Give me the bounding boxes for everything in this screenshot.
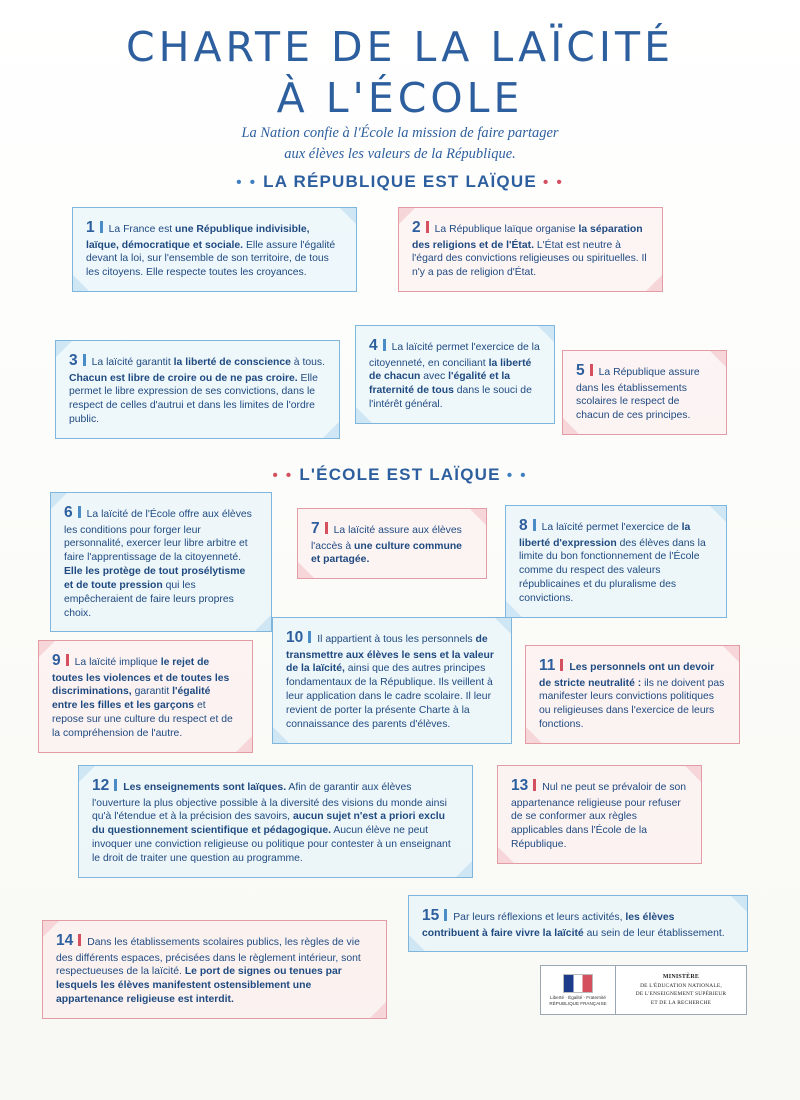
article-number: 6 (64, 504, 73, 521)
fold-corner-icon (563, 418, 579, 434)
accent-bar-icon (533, 779, 536, 791)
fold-corner-icon (56, 341, 72, 357)
fold-corner-icon (43, 921, 59, 937)
title-line-1: CHARTE DE LA LAÏCITÉ (126, 23, 674, 71)
republic-motto: Liberté · Égalité · Fraternité (550, 994, 606, 1000)
article-number: 8 (519, 517, 528, 534)
fold-corner-icon (456, 861, 472, 877)
article-text: La République laïque organise la séparation des religions et de l'État. L'État est neutre à l'égard des convictions religieuses ou spirituelles. Il n'y a pas de religion d'État. (412, 224, 647, 279)
fold-corner-icon (370, 1002, 386, 1018)
article-text: La laïcité implique le rejet de toutes les violences et de toutes les discriminations, garantit l'égalité entre les filles et les garçons et repose sur une culture du respect et de la compréhension de l'autre. (52, 657, 233, 739)
article-text: Nul ne peut se prévaloir de son appartenance religieuse pour refuser de se conformer aux règles applicables dans l'École de la République. (511, 782, 687, 851)
article-text: La laïcité assure aux élèves l'accès à une culture commune et partagée. (311, 525, 462, 566)
fold-corner-icon (273, 727, 289, 743)
republic-name: RÉPUBLIQUE FRANÇAISE (549, 1000, 607, 1006)
fold-corner-icon (646, 275, 662, 291)
fold-corner-icon (79, 766, 95, 782)
fold-corner-icon (526, 727, 542, 743)
article-13 (497, 765, 702, 864)
article-10 (272, 617, 512, 744)
article-number: 3 (69, 352, 78, 369)
section-heading-ecole (0, 465, 800, 485)
fold-corner-icon (731, 896, 747, 912)
fold-corner-icon (255, 615, 271, 631)
fold-corner-icon (51, 493, 67, 509)
article-6 (50, 492, 272, 632)
article-11 (525, 645, 740, 744)
article-number: 13 (511, 777, 529, 794)
article-8 (505, 505, 727, 618)
article-text: La laïcité permet l'exercice de la liberté d'expression des élèves dans la limite du bon fonctionnement de l'École comme du respect des valeurs républicaines et du pluralisme des convictions. (519, 522, 706, 604)
article-12 (78, 765, 473, 878)
dot-ornament-right-2: • • (500, 467, 528, 484)
accent-bar-icon (83, 354, 86, 366)
subtitle-line-2: aux élèves les valeurs de la République. (284, 146, 516, 163)
french-flag-icon (563, 974, 593, 993)
article-4 (355, 325, 555, 424)
article-text: Il appartient à tous les personnels de transmettre aux élèves le sens et la valeur de la laïcité, ainsi que des autres principes fondamentaux de la République. Ils veillent à leur application dans le cadre scolaire. Il leur revient de porter la présente Charte à la connaissance des parents d'élèves. (286, 634, 494, 730)
subtitle (0, 123, 800, 165)
ministry-line-3: DE L'ENSEIGNEMENT SUPÉRIEUR (635, 991, 727, 998)
page-title (0, 22, 800, 125)
ministry-logo (540, 965, 747, 1015)
fold-corner-icon (723, 646, 739, 662)
accent-bar-icon (383, 339, 386, 351)
fold-corner-icon (409, 935, 425, 951)
fold-corner-icon (356, 407, 372, 423)
article-text: Les personnels ont un devoir de stricte neutralité : ils ne doivent pas manifester leurs convictions politiques ou religieuses dans l'exercice de leurs fonctions. (539, 662, 725, 731)
article-14 (42, 920, 387, 1019)
article-number: 1 (86, 219, 95, 236)
article-number: 15 (422, 907, 440, 924)
accent-bar-icon (325, 522, 328, 534)
article-number: 14 (56, 932, 74, 949)
article-text: La laïcité permet l'exercice de la citoyenneté, en conciliant la liberté de chacun avec l'égalité et la fraternité de tous dans le souci de l'intérêt général. (369, 342, 540, 411)
title-line-2: À L'ÉCOLE (276, 74, 524, 123)
article-3 (55, 340, 340, 439)
fold-corner-icon (73, 275, 89, 291)
article-number: 5 (576, 362, 585, 379)
article-text: Les enseignements sont laïques. Afin de garantir aux élèves l'ouverture la plus objective possible à la diversité des visions du monde ainsi qu'à l'étendue et à la précision des savoirs, aucun sujet n'est a priori exclu du questionnement scientifique et pédagogique. Aucun élève ne peut invoquer une conviction religieuse ou politique pour contester à un enseignant le droit de traiter une question au programme. (92, 782, 451, 864)
article-number: 11 (539, 657, 556, 674)
article-15 (408, 895, 748, 952)
accent-bar-icon (78, 506, 81, 518)
fold-corner-icon (39, 641, 55, 657)
article-2 (398, 207, 663, 292)
accent-bar-icon (533, 519, 536, 531)
ministry-name (616, 973, 746, 1006)
section-label-2: L'ÉCOLE EST LAÏQUE (299, 465, 501, 484)
section-heading-republique (0, 172, 800, 192)
article-text: La laïcité garantit la liberté de conscience à tous. Chacun est libre de croire ou de ne pas croire. Elle permet le libre expression de ses convictions, dans le respect de celles d'autrui et dans les limites de l'ordre public. (69, 357, 325, 426)
accent-bar-icon (560, 659, 563, 671)
article-text: Dans les établissements scolaires publics, les règles de vie des différents espaces, précisées dans le règlement intérieur, sont respectueuses de la laïcité. Le port de signes ou tenues par lesquels les élèves manifestent ostensiblement une appartenance religieuse est interdit. (56, 937, 361, 1006)
accent-bar-icon (78, 934, 81, 946)
accent-bar-icon (444, 909, 447, 921)
article-7 (297, 508, 487, 579)
subtitle-line-1: La Nation confie à l'École la mission de faire partager (241, 125, 559, 141)
accent-bar-icon (590, 364, 593, 376)
fold-corner-icon (323, 422, 339, 438)
dot-ornament-right: • • (536, 174, 564, 191)
fold-corner-icon (498, 847, 514, 863)
fold-corner-icon (685, 766, 701, 782)
article-number: 7 (311, 520, 320, 537)
fold-corner-icon (470, 509, 486, 525)
article-number: 9 (52, 652, 61, 669)
fold-corner-icon (340, 208, 356, 224)
fold-corner-icon (495, 618, 511, 634)
ministry-line-1: MINISTÈRE (662, 974, 700, 981)
article-5 (562, 350, 727, 435)
dot-ornament-left: • • (236, 174, 264, 191)
fold-corner-icon (506, 601, 522, 617)
fold-corner-icon (236, 736, 252, 752)
article-text: La France est une République indivisible, laïque, démocratique et sociale. Elle assure l'égalité devant la loi, sur l'ensemble de son territoire, de tous les citoyens. Elle respecte toutes les croyances. (86, 224, 336, 279)
accent-bar-icon (426, 221, 429, 233)
accent-bar-icon (100, 221, 103, 233)
article-text: La République assure dans les établissements scolaires le respect de chacun de ces principes. (576, 367, 700, 422)
article-text: Par leurs réflexions et leurs activités, les élèves contribuent à faire vivre la laïcité au sein de leur établissement. (422, 912, 725, 939)
article-number: 12 (92, 777, 110, 794)
fold-corner-icon (298, 562, 314, 578)
accent-bar-icon (308, 631, 311, 643)
article-1 (72, 207, 357, 292)
republique-francaise-emblem (541, 966, 616, 1014)
fold-corner-icon (399, 208, 415, 224)
dot-ornament-left-2: • • (272, 467, 300, 484)
ministry-line-4: ET DE LA RECHERCHE (650, 999, 712, 1006)
article-text: La laïcité de l'École offre aux élèves les conditions pour forger leur personnalité, exercer leur libre arbitre et faire l'apprentissage de la citoyenneté. Elle les protège de tout prosélytisme et de toute pression qui les empêcheraient de faire leurs propres choix. (64, 509, 252, 619)
article-number: 2 (412, 219, 421, 236)
ministry-line-2: DE L'ÉDUCATION NATIONALE, (640, 983, 722, 990)
section-label-1: LA RÉPUBLIQUE EST LAÏQUE (263, 172, 537, 191)
article-9 (38, 640, 253, 753)
article-number: 10 (286, 629, 304, 646)
article-number: 4 (369, 337, 378, 354)
fold-corner-icon (710, 351, 726, 367)
fold-corner-icon (538, 326, 554, 342)
fold-corner-icon (710, 506, 726, 522)
accent-bar-icon (114, 779, 117, 791)
accent-bar-icon (66, 654, 69, 666)
